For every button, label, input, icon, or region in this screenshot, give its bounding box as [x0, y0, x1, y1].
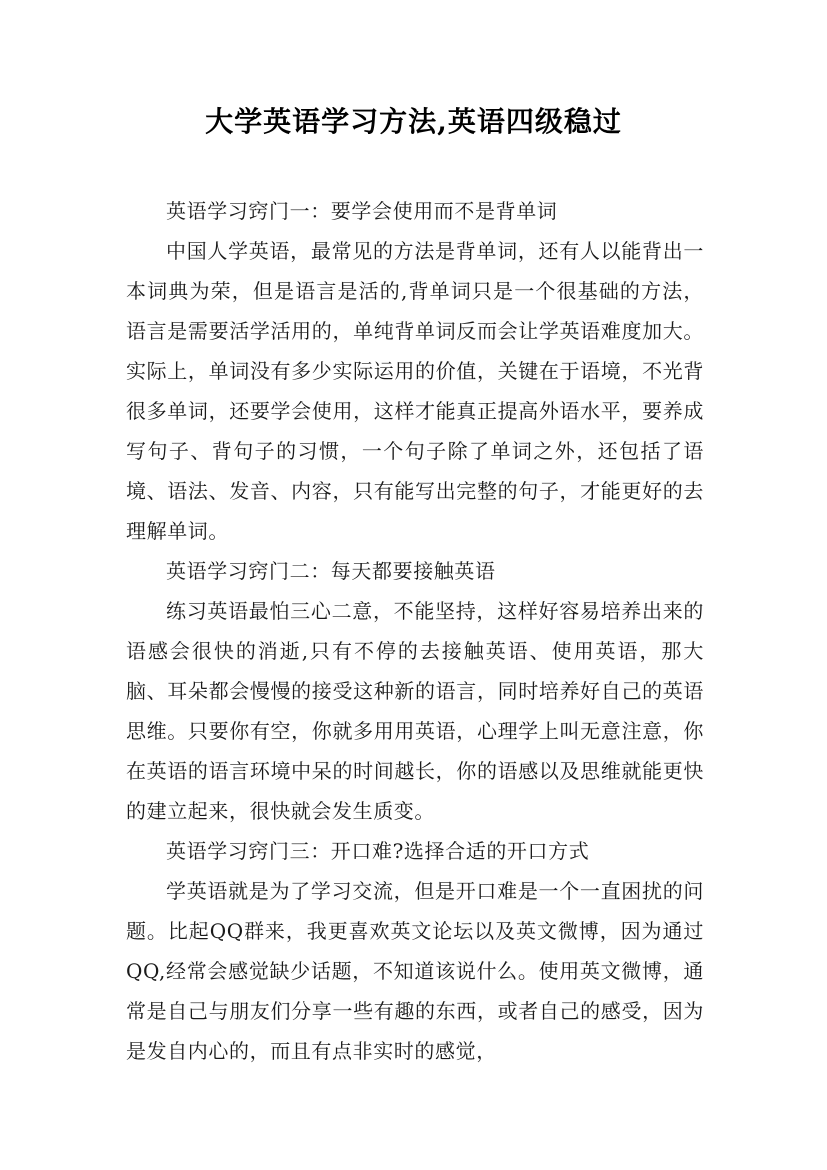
document-body	[126, 191, 704, 1071]
section-heading-3: 英语学习窍门三：开口难?选择合适的开口方式	[166, 839, 590, 863]
body-paragraph-3: 学英语就是为了学习交流，但是开口难是一个一直困扰的问题。比起QQ群来，我更喜欢英文论坛以及英文微博，因为通过QQ,经常会感觉缺少话题，不知道该说什么。使用英文微博，通常是自己与朋友们分享一些有趣的东西，或者自己的感受，因为是发自内心的，而且有点非实时的感觉，	[126, 879, 704, 1063]
body-paragraph-1: 中国人学英语，最常见的方法是背单词，还有人以能背出一本词典为荣，但是语言是活的,背单词只是一个很基础的方法，语言是需要活学活用的，单纯背单词反而会让学英语难度加大。实际上，单词没有多少实际运用的价值，关键在于语境，不光背很多单词，还要学会使用，这样才能真正提高外语水平，要养成写句子、背句子的习惯，一个句子除了单词之外，还包括了语境、语法、发音、内容，只有能写出完整的句子，才能更好的去理解单词。	[126, 239, 704, 543]
section-heading-1: 英语学习窍门一：要学会使用而不是背单词	[166, 199, 558, 223]
body-paragraph-2: 练习英语最怕三心二意，不能坚持，这样好容易培养出来的语感会很快的消逝,只有不停的去接触英语、使用英语，那大脑、耳朵都会慢慢的接受这种新的语言，同时培养好自己的英语思维。只要你有空，你就多用用英语，心理学上叫无意注意，你在英语的语言环境中呆的时间越长，你的语感以及思维就能更快的建立起来，很快就会发生质变。	[126, 599, 704, 823]
document-title: 大学英语学习方法,英语四级稳过	[205, 105, 622, 138]
section-heading-2: 英语学习窍门二：每天都要接触英语	[166, 559, 496, 583]
